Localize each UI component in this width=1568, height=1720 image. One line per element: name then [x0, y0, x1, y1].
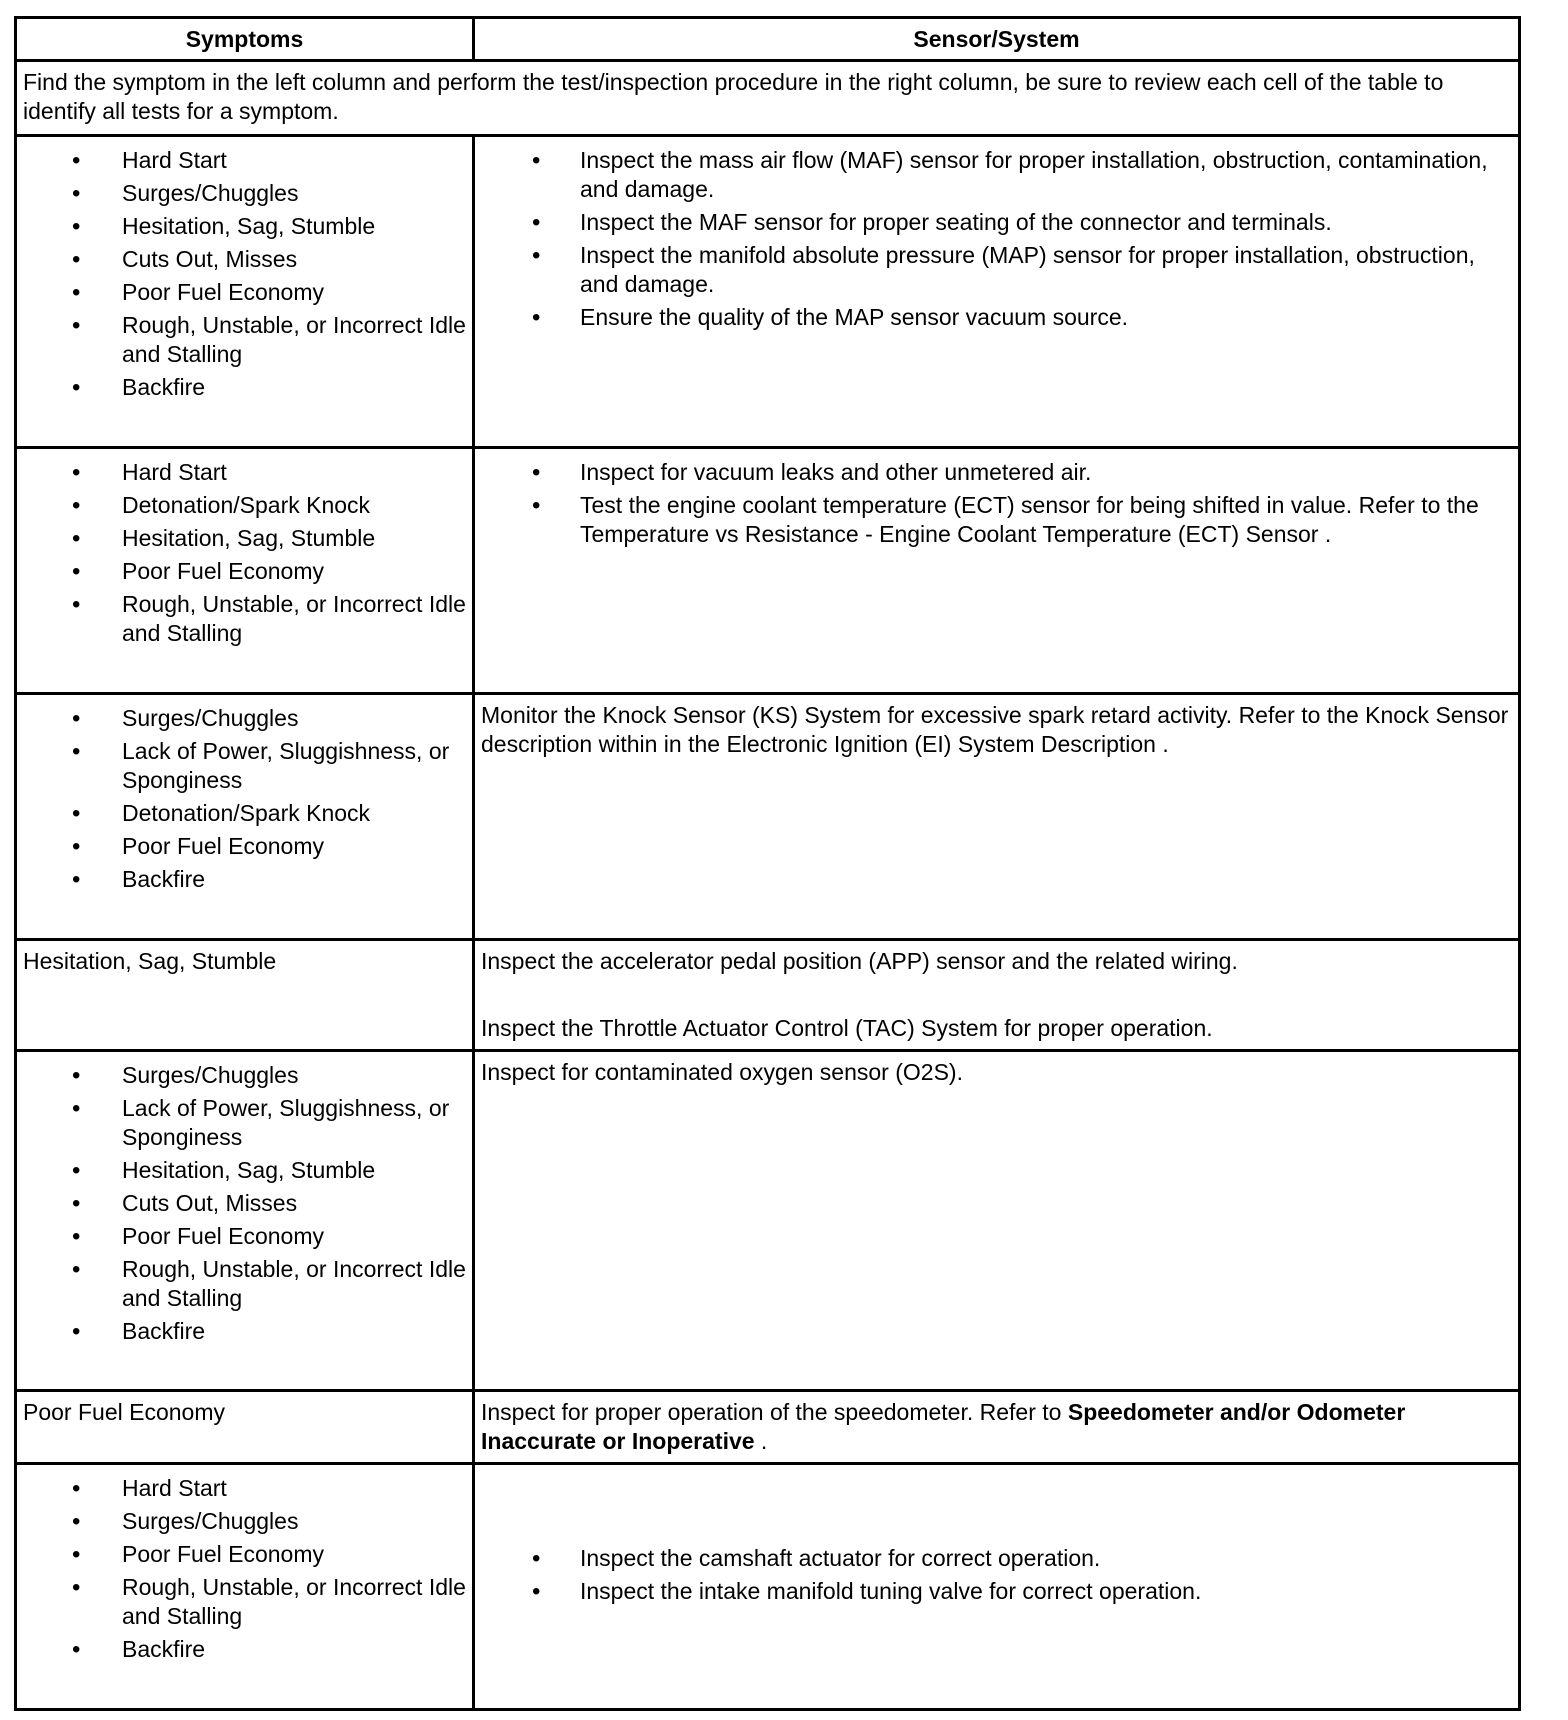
table-row — [16, 1391, 1520, 1464]
procedure-cell: Inspect for contaminated oxygen sensor (O2S). — [474, 1051, 1520, 1391]
procedure-cell — [474, 1391, 1520, 1464]
list-item: • Backfire — [18, 865, 471, 894]
speedometer-reference: Speedometer and/or Odometer Inaccurate or Inoperative — [481, 1399, 1406, 1454]
list-item: • Poor Fuel Economy — [18, 557, 471, 586]
list-item: • Poor Fuel Economy — [18, 278, 471, 307]
list-item: • Cuts Out, Misses — [18, 245, 471, 274]
list-item: • Rough, Unstable, or Incorrect Idle and Stalling — [18, 1255, 471, 1313]
table-row — [16, 136, 1520, 448]
procedure-list — [476, 450, 1517, 559]
list-item: • Inspect the MAF sensor for proper seating of the connector and terminals. — [476, 208, 1517, 237]
intro-text: Find the symptom in the left column and perform the test/inspection procedure in the right column, be sure to review each cell of the table to identify all tests for a symptom. — [16, 61, 1520, 136]
list-item: • Inspect the intake manifold tuning valve for correct operation. — [476, 1577, 1517, 1606]
table-row — [16, 448, 1520, 694]
list-item: • Poor Fuel Economy — [18, 832, 471, 861]
symptoms-cell — [16, 1051, 474, 1391]
symptoms-cell: Hesitation, Sag, Stumble — [16, 940, 474, 1051]
symptoms-cell — [16, 1464, 474, 1710]
procedure-line: Inspect the accelerator pedal position (APP) sensor and the related wiring. — [481, 948, 1238, 974]
paragraph-gap — [481, 976, 1512, 1014]
diagnostic-table-container — [14, 16, 1518, 1711]
list-item: • Rough, Unstable, or Incorrect Idle and Stalling — [18, 590, 471, 648]
symptoms-cell: Poor Fuel Economy — [16, 1391, 474, 1464]
symptom-list — [18, 138, 471, 412]
procedure-cell — [474, 1464, 1520, 1710]
procedure-cell — [474, 940, 1520, 1051]
table-row — [16, 1051, 1520, 1391]
table-row — [16, 694, 1520, 940]
list-item: • Backfire — [18, 1317, 471, 1346]
list-item: • Hard Start — [18, 146, 471, 175]
list-item: • Inspect the mass air flow (MAF) sensor for proper installation, obstruction, contamination, and damage. — [476, 146, 1517, 204]
symptom-list — [18, 450, 471, 658]
list-item: • Detonation/Spark Knock — [18, 491, 471, 520]
procedure-cell — [474, 136, 1520, 448]
procedure-list — [476, 138, 1517, 342]
procedure-text: Inspect for proper operation of the speedometer. Refer to — [481, 1399, 1068, 1425]
list-item: • Lack of Power, Sluggishness, or Sponginess — [18, 737, 471, 795]
procedure-line: Inspect the Throttle Actuator Control (TAC) System for proper operation. — [481, 1015, 1213, 1041]
intro-row — [16, 61, 1520, 136]
symptom-sensor-table — [14, 16, 1521, 1711]
list-item: • Poor Fuel Economy — [18, 1222, 471, 1251]
list-item: • Hesitation, Sag, Stumble — [18, 212, 471, 241]
list-item: • Hesitation, Sag, Stumble — [18, 1156, 471, 1185]
list-item: • Lack of Power, Sluggishness, or Sponginess — [18, 1094, 471, 1152]
list-item: • Detonation/Spark Knock — [18, 799, 471, 828]
list-item: • Hard Start — [18, 1474, 471, 1503]
sensor-system-column-header: Sensor/System — [474, 18, 1520, 61]
header-row — [16, 18, 1520, 61]
list-item: • Inspect for vacuum leaks and other unmetered air. — [476, 458, 1517, 487]
symptoms-cell — [16, 694, 474, 940]
table-row — [16, 1464, 1520, 1710]
list-item: • Inspect the camshaft actuator for correct operation. — [476, 1544, 1517, 1573]
list-item: • Surges/Chuggles — [18, 1507, 471, 1536]
symptom-list — [18, 1466, 471, 1674]
list-item: • Ensure the quality of the MAP sensor vacuum source. — [476, 303, 1517, 332]
list-item: • Rough, Unstable, or Incorrect Idle and Stalling — [18, 1573, 471, 1631]
list-item: • Hesitation, Sag, Stumble — [18, 524, 471, 553]
procedure-list — [476, 1536, 1517, 1638]
symptoms-cell — [16, 448, 474, 694]
list-item: • Backfire — [18, 1635, 471, 1664]
list-item: • Hard Start — [18, 458, 471, 487]
list-item: • Rough, Unstable, or Incorrect Idle and Stalling — [18, 311, 471, 369]
symptom-list — [18, 1053, 471, 1356]
list-item: • Inspect the manifold absolute pressure (MAP) sensor for proper installation, obstruction, and damage. — [476, 241, 1517, 299]
procedure-cell: Monitor the Knock Sensor (KS) System for excessive spark retard activity. Refer to the Knock Sensor description within in the Electronic Ignition (EI) System Description . — [474, 694, 1520, 940]
list-item: • Poor Fuel Economy — [18, 1540, 471, 1569]
list-item: • Test the engine coolant temperature (ECT) sensor for being shifted in value. Refer to the Temperature vs Resistance - Engine Coolant Temperature (ECT) Sensor . — [476, 491, 1517, 549]
symptoms-column-header: Symptoms — [16, 18, 474, 61]
table-row — [16, 940, 1520, 1051]
procedure-text-end: . — [754, 1428, 768, 1454]
list-item: • Cuts Out, Misses — [18, 1189, 471, 1218]
list-item: • Surges/Chuggles — [18, 1061, 471, 1090]
list-item: • Surges/Chuggles — [18, 704, 471, 733]
symptoms-cell — [16, 136, 474, 448]
procedure-cell — [474, 448, 1520, 694]
symptom-list — [18, 696, 471, 904]
list-item: • Backfire — [18, 373, 471, 402]
list-item: • Surges/Chuggles — [18, 179, 471, 208]
